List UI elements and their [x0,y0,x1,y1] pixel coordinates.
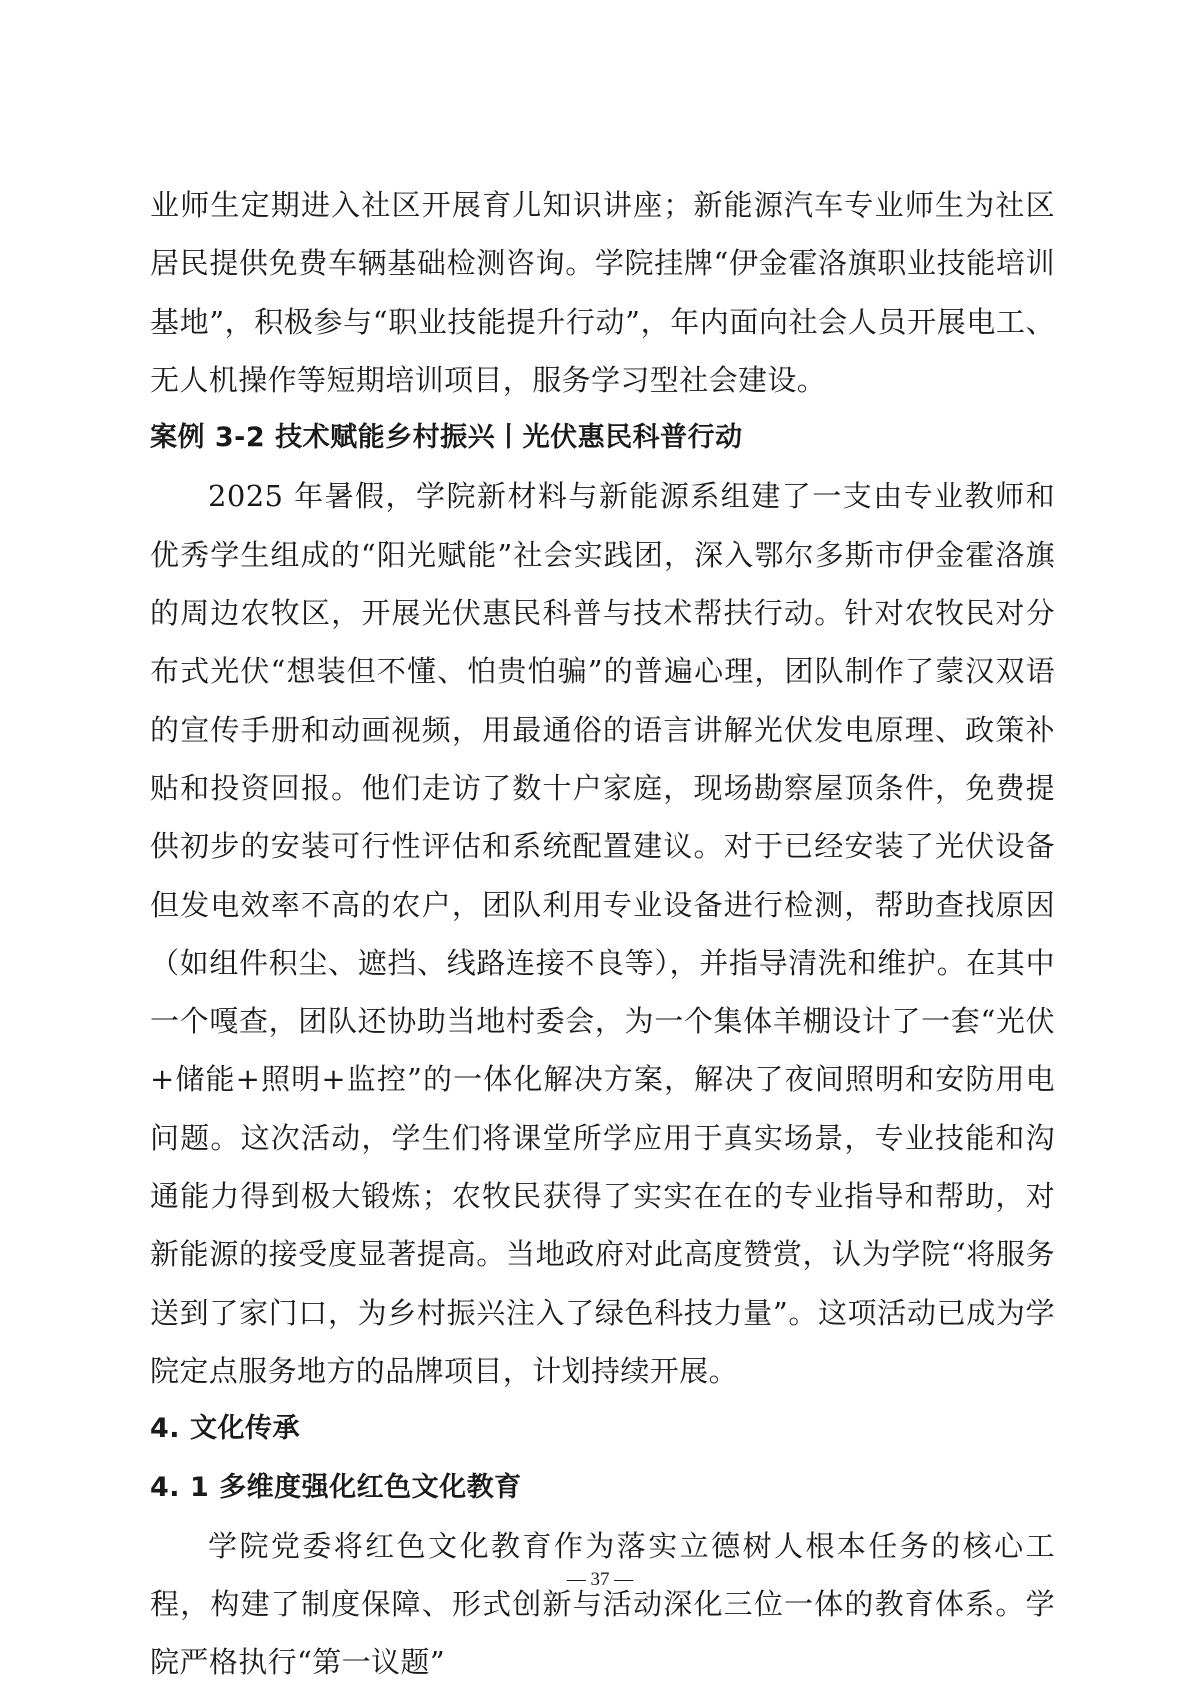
paragraph-case-body: 2025 年暑假，学院新材料与新能源系组建了一支由专业教师和优秀学生组成的“阳光赋能”社会实践团，深入鄂尔多斯市伊金霍洛旗的周边农牧区，开展光伏惠民科普与技术帮扶行动。针对农牧民对分布式光伏“想装但不懂、怕贵怕骗”的普遍心理，团队制作了蒙汉双语的宣传手册和动画视频，用最通俗的语言讲解光伏发电原理、政策补贴和投资回报。他们走访了数十户家庭，现场勘察屋顶条件，免费提供初步的安装可行性评估和系统配置建议。对于已经安装了光伏设备但发电效率不高的农户，团队利用专业设备进行检测，帮助查找原因（如组件积尘、遮挡、线路连接不良等），并指导清洗和维护。在其中一个嘎查，团队还协助当地村委会，为一个集体羊棚设计了一套“光伏+储能+照明+监控”的一体化解决方案，解决了夜间照明和安防用电问题。这次活动，学生们将课堂所学应用于真实场景，专业技能和沟通能力得到极大锻炼；农牧民获得了实实在在的专业指导和帮助，对新能源的接受度显著提高。当地政府对此高度赞赏，认为学院“将服务送到了家门口，为乡村振兴注入了绿色科技力量”。这项活动已成为学院定点服务地方的品牌项目，计划持续开展。 [150,479,1055,1388]
section-heading-culture: 4. 文化传承 [150,1413,300,1445]
case-title: 案例 3-2 技术赋能乡村振兴丨光伏惠民科普行动 [150,422,743,454]
paragraph-continued: 业师生定期进入社区开展育儿知识讲座；新能源汽车专业师生为社区居民提供免费车辆基础检测咨询。学院挂牌“伊金霍洛旗职业技能培训基地”，积极参与“职业技能提升行动”，年内面向社会人员开展电工、无人机操作等短期培训项目，服务学习型社会建设。 [150,188,1055,397]
paragraph-red-culture: 学院党委将红色文化教育作为落实立德树人根本任务的核心工程，构建了制度保障、形式创新与活动深化三位一体的教育体系。学院严格执行“第一议题” [150,1528,1055,1680]
subsection-heading-red-culture: 4. 1 多维度强化红色文化教育 [150,1471,522,1503]
page-number: — 37 — [566,1569,634,1590]
document-page [150,176,1055,1692]
